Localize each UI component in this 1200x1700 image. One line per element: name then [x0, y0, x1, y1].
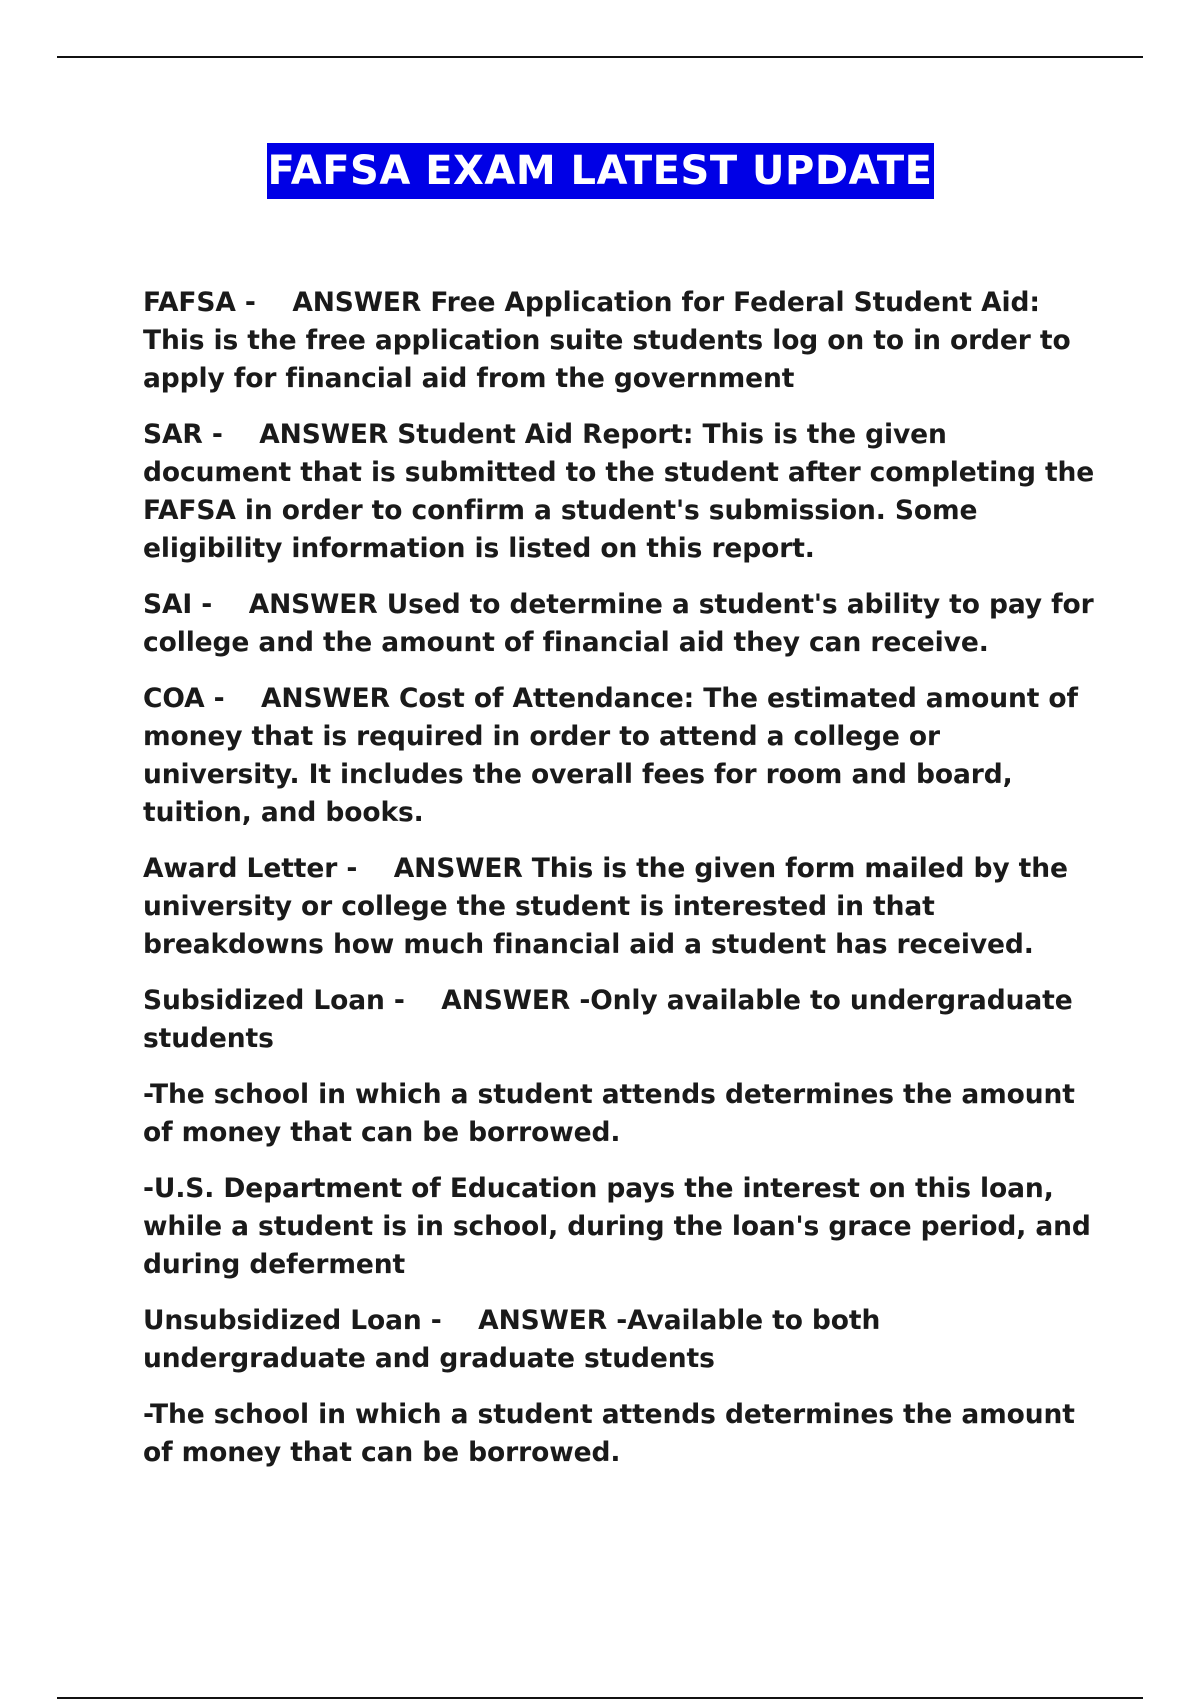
entry-term: FAFSA	[143, 287, 236, 318]
document-title: FAFSA EXAM LATEST UPDATE	[267, 143, 934, 199]
entry-answer: ANSWER Free Application for Federal Student Aid: This is the free application suite students log on to in order to apply for financial aid from the government	[143, 287, 1071, 394]
entry-award-letter	[143, 850, 1103, 964]
entry-separator: -	[192, 589, 249, 620]
entry-answer: ANSWER -Available to both undergraduate and graduate students	[143, 1305, 881, 1374]
entry-term: Subsidized Loan	[143, 985, 385, 1016]
entry-term: Unsubsidized Loan	[143, 1305, 422, 1336]
entry-answer: ANSWER Student Aid Report: This is the given document that is submitted to the student after completing the FAFSA in order to confirm a student's submission. Some eligibility information is listed on this report.	[143, 419, 1095, 564]
entry-term: COA	[143, 683, 205, 714]
entry-sar	[143, 416, 1103, 568]
entry-answer: ANSWER This is the given form mailed by the university or college the student is interested in that breakdowns how much financial aid a student has received.	[143, 853, 1068, 960]
entry-separator: -	[202, 419, 260, 450]
title-container	[0, 143, 1200, 199]
entry-coa	[143, 680, 1103, 832]
entry-term: Award Letter	[143, 853, 338, 884]
entry-term: SAI	[143, 589, 193, 620]
entry-sai	[143, 586, 1103, 662]
entry-answer: ANSWER Used to determine a student's ability to pay for college and the amount of financial aid they can receive.	[143, 589, 1094, 658]
subsidized-note: -The school in which a student attends determines the amount of money that can be borrowed.	[143, 1079, 1075, 1148]
unsubsidized-note: -The school in which a student attends determines the amount of money that can be borrowed.	[143, 1399, 1075, 1468]
entry-separator: -	[384, 985, 442, 1016]
entry-answer: ANSWER Cost of Attendance: The estimated amount of money that is required in order to attend a college or university. It includes the overall fees for room and board, tuition, and books.	[143, 683, 1078, 828]
entry-separator: -	[337, 853, 394, 884]
entry-term: SAR	[143, 419, 203, 450]
entry-separator: -	[235, 287, 293, 318]
subsidized-note: -U.S. Department of Education pays the interest on this loan, while a student is in school, during the loan's grace period, and during deferment	[143, 1173, 1091, 1280]
entry-fafsa	[143, 284, 1103, 398]
entry-subsidized-loan	[143, 982, 1103, 1058]
document-body	[143, 284, 1103, 1490]
entry-unsubsidized-loan	[143, 1302, 1103, 1378]
bottom-rule	[57, 1697, 1143, 1699]
entry-answer: ANSWER -Only available to undergraduate students	[143, 985, 1073, 1054]
entry-separator: -	[421, 1305, 479, 1336]
entry-separator: -	[204, 683, 262, 714]
top-rule	[57, 56, 1143, 58]
